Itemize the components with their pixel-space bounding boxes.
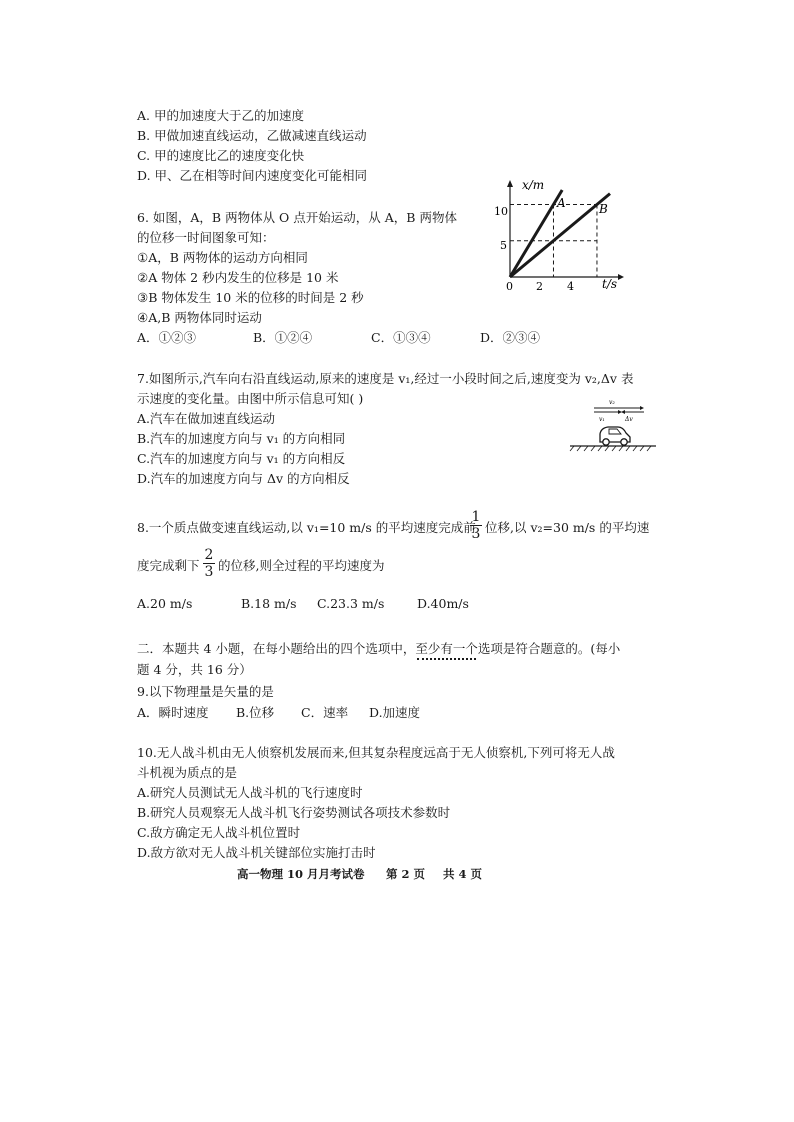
section2-text-b: 选项是符合题意的。(每小 — [477, 641, 621, 656]
q8-stem-line1-a: 8.一个质点做变速直线运动,以 v₁=10 m/s 的平均速度完成前 — [137, 520, 476, 535]
q8-frac1-numerator: 1 — [471, 509, 481, 525]
q8-frac2-numerator: 2 — [204, 547, 214, 563]
q6-statement-3: ③B 物体发生 10 米的位移的时间是 2 秒 — [137, 290, 364, 305]
q8-stem-line1-b: 位移,以 v₂=30 m/s 的平均速 — [485, 520, 650, 535]
q10-option-d: D.敌方欲对无人战斗机关键部位实施打击时 — [137, 845, 376, 860]
q5-option-a: A. 甲的加速度大于乙的加速度 — [137, 108, 304, 123]
q7-car-figure — [568, 396, 658, 458]
q9-option-b: B.位移 — [236, 705, 275, 720]
q6-x-tick-4: 4 — [567, 280, 574, 293]
q6-x-axis-arrowhead — [618, 274, 624, 280]
q10-option-b: B.研究人员观察无人战斗机飞行姿势测试各项技术参数时 — [137, 805, 451, 820]
q6-x-axis-label: t/s — [602, 277, 618, 291]
q6-y-axis-label: x/m — [522, 178, 545, 192]
q10-option-c: C.敌方确定无人战斗机位置时 — [137, 825, 301, 840]
section2-text-a: 二．本题共 4 小题，在每小题给出的四个选项中， — [137, 641, 416, 656]
q8-option-d: D.40m/s — [417, 596, 469, 611]
q8-option-b: B.18 m/s — [241, 596, 297, 611]
q7-stem-line2: 示速度的变化量。由图中所示信息可知( ) — [137, 391, 364, 406]
q6-option-d: D．②③④ — [480, 330, 541, 345]
q6-statement-1: ①A，B 两物体的运动方向相同 — [137, 250, 308, 265]
q8-option-c: C.23.3 m/s — [317, 596, 385, 611]
q6-line-b-label: B — [599, 202, 608, 216]
footer-title: 高一物理 10 月月考试卷 — [237, 867, 365, 881]
q5-option-b: B. 甲做加速直线运动，乙做减速直线运动 — [137, 128, 367, 143]
q5-option-c: C. 甲的速度比乙的速度变化快 — [137, 148, 305, 163]
q7-option-d: D.汽车的加速度方向与 Δv 的方向相反 — [137, 471, 350, 486]
footer-total-pages: 共 4 页 — [443, 867, 483, 881]
q8-option-a: A.20 m/s — [137, 596, 193, 611]
q8-frac2-denominator: 3 — [204, 564, 214, 580]
q9-stem: 9.以下物理量是矢量的是 — [137, 684, 274, 699]
q10-stem-line1: 10.无人战斗机由无人侦察机发展而来,但其复杂程度远高于无人侦察机,下列可将无人战 — [137, 745, 615, 760]
section2-instruction-line1 — [137, 641, 620, 657]
q5-option-d: D. 甲、乙在相等时间内速度变化可能相同 — [137, 168, 368, 183]
section2-instruction-line2: 题 4 分，共 16 分） — [137, 662, 252, 677]
q6-option-a: A．①②③ — [137, 330, 197, 345]
car-icon — [600, 427, 630, 445]
q10-option-a: A.研究人员测试无人战斗机的飞行速度时 — [137, 785, 363, 800]
q6-displacement-time-graph — [490, 175, 630, 300]
q7-option-a: A.汽车在做加速直线运动 — [137, 411, 276, 426]
q6-y-tick-10: 10 — [494, 205, 508, 218]
section2-emphasis: 至少有一个 — [415, 641, 478, 656]
q6-y-tick-5: 5 — [500, 239, 507, 252]
q6-statement-2: ②A 物体 2 秒内发生的位移是 10 米 — [137, 270, 339, 285]
q6-statement-4: ④A,B 两物体同时运动 — [137, 310, 262, 325]
q6-option-c: C．①③④ — [371, 330, 431, 345]
q7-dv-arrowhead — [621, 410, 625, 414]
q6-origin-label: 0 — [506, 280, 513, 293]
q6-stem-line2: 的位移一时间图象可知： — [137, 230, 275, 245]
q8-frac1-denominator: 3 — [471, 526, 481, 542]
q7-v1-label: v₁ — [599, 416, 605, 423]
q7-v2-label: v₂ — [609, 399, 615, 406]
q6-y-axis-arrowhead — [507, 180, 513, 187]
q8-fraction-one-third — [470, 510, 482, 541]
q10-stem-line2: 斗机视为质点的是 — [137, 765, 238, 780]
q7-option-c: C.汽车的加速度方向与 v₁ 的方向相反 — [137, 451, 346, 466]
footer-page-number: 第 2 页 — [386, 867, 426, 881]
q7-dv-label: Δv — [625, 416, 633, 423]
q6-x-tick-2: 2 — [536, 280, 543, 293]
q7-stem-line1: 7.如图所示,汽车向右沿直线运动,原来的速度是 v₁,经过一小段时间之后,速度变为 v₂,Δv 表 — [137, 371, 634, 386]
q6-stem-line1: 6. 如图，A，B 两物体从 O 点开始运动，从 A，B 两物体 — [137, 210, 457, 225]
q6-line-a-label: A — [557, 196, 566, 210]
q6-option-b: B．①②④ — [253, 330, 313, 345]
q9-option-d: D.加速度 — [369, 705, 421, 720]
q7-v2-arrowhead — [640, 406, 644, 410]
q8-fraction-two-thirds — [203, 548, 215, 579]
q9-option-a: A．瞬时速度 — [137, 705, 209, 720]
q6-series-line-a — [510, 190, 562, 277]
q8-stem-line2-a: 度完成剩下 — [137, 558, 200, 573]
q7-option-b: B.汽车的加速度方向与 v₁ 的方向相同 — [137, 431, 346, 446]
ground-hatch — [570, 446, 651, 451]
q8-stem-line2-b: 的位移,则全过程的平均速度为 — [218, 558, 385, 573]
q9-option-c: C．速率 — [301, 705, 349, 720]
